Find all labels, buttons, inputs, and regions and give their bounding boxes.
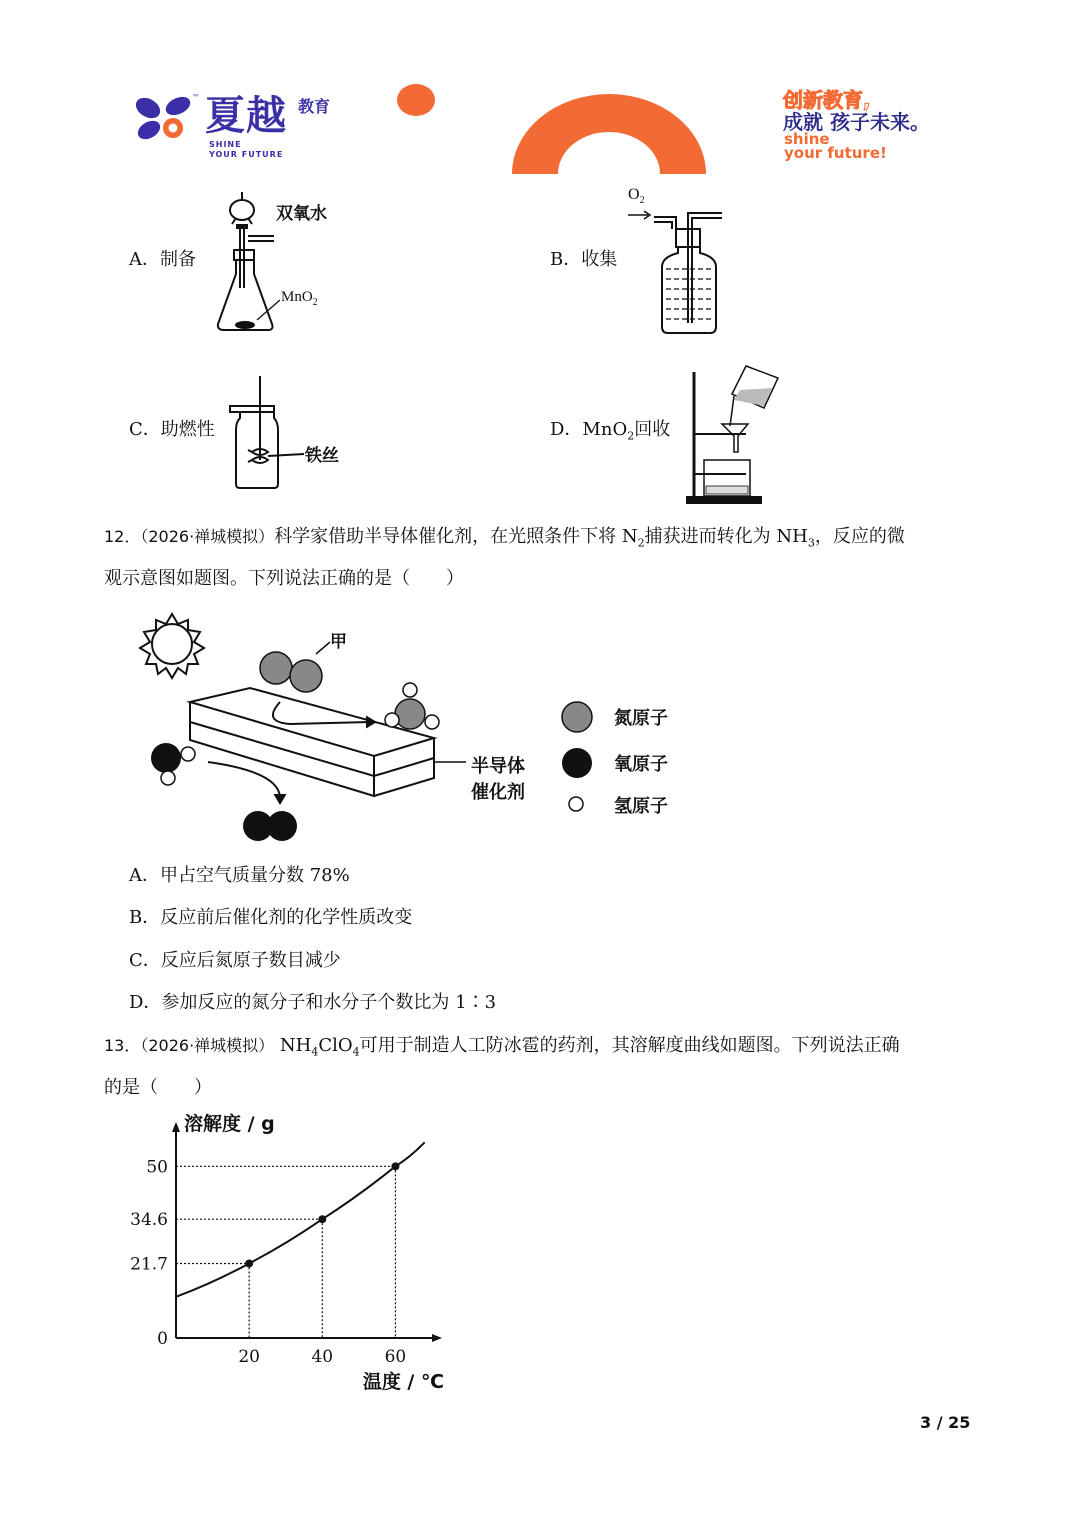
page-header	[0, 0, 1080, 180]
data-point-1	[318, 1215, 326, 1223]
x-tick-label: 40	[311, 1347, 334, 1367]
x-axis-label: 温度 / ℃	[362, 1371, 444, 1392]
apparatus-filtration-icon	[684, 364, 784, 506]
data-point-0	[245, 1259, 253, 1267]
x-axis-arrow	[432, 1334, 442, 1342]
y-tick-label: 34.6	[130, 1210, 168, 1231]
x-tick-label: 60	[384, 1347, 407, 1367]
q12-stem-line-1: 12．（2026·禅城模拟）科学家借助半导体催化剂，在光照条件下将 $N_2$捕获进而转化为 $NH_3$，反应的微	[104, 526, 905, 550]
brand-tagline-1: SHINE	[209, 140, 242, 149]
q12-option-d: D．参加反应的氮分子和水分子个数比为 1∶3	[129, 992, 497, 1013]
q12-number: 12．	[104, 527, 141, 546]
legend-oxygen-icon	[560, 746, 594, 780]
legend-nitrogen-label: 氮原子	[614, 708, 668, 729]
apparatus-gas-bottle-icon	[626, 205, 726, 335]
page-number: 3 / 25	[920, 1413, 971, 1432]
q11-option-d: D．MnO$_2$回收	[550, 419, 671, 443]
label-catalyst-1: 半导体	[471, 756, 525, 777]
catalyst-slab	[190, 688, 434, 796]
slogan-cn-1: 创新教育,	[783, 88, 871, 112]
x-tick-label: 20	[238, 1347, 260, 1367]
y-axis-label: 溶解度 / g	[184, 1113, 275, 1135]
q12-micro-diagram	[130, 612, 570, 848]
q12-option-c: C．反应后氮原子数目减少	[129, 950, 341, 971]
q12-option-b: B．反应前后催化剂的化学性质改变	[129, 907, 413, 928]
legend-hydrogen-icon	[566, 794, 586, 814]
q11-option-c: C．助燃性	[129, 419, 215, 440]
q13-source: （2026·禅城模拟）	[140, 1036, 275, 1055]
q11-option-b: B．收集	[550, 249, 618, 270]
slogan-cn-2: 成就 孩子未来。	[783, 110, 930, 134]
q12-option-a: A．甲占空气质量分数 78%	[129, 865, 350, 886]
label-iron-wire: 铁丝	[305, 446, 339, 466]
y-tick-label: 50	[146, 1157, 168, 1178]
q13-stem-line-1: 13．（2026·禅城模拟） $NH_4ClO_4$可用于制造人工防冰雹的药剂，其溶解度曲线如题图。下列说法正确	[104, 1035, 900, 1059]
data-point-2	[391, 1162, 399, 1170]
label-catalyst-2: 催化剂	[471, 782, 525, 803]
apparatus-iron-wire-bottle-icon	[226, 376, 306, 494]
label-jia: 甲	[330, 632, 347, 652]
q12-stem-line-2: 观示意图如题图。下列说法正确的是（ ）	[104, 568, 464, 589]
y-tick-label: 21.7	[130, 1254, 168, 1275]
apparatus-flask-icon	[210, 188, 280, 334]
legend-hydrogen-label: 氢原子	[614, 796, 668, 817]
brand-logo-icon	[134, 96, 194, 142]
brand-suffix: 教育	[298, 97, 331, 116]
q13-stem-line-2: 的是（ ）	[104, 1077, 212, 1098]
label-o2-b: $O_2$	[628, 186, 645, 207]
label-mno2-a: MnO$_2$	[281, 289, 318, 308]
orange-arch-icon	[510, 92, 708, 176]
slogan-en-2: your future!	[784, 144, 887, 162]
brand-name: 夏越	[205, 93, 287, 139]
n2-molecule-atom	[290, 660, 322, 692]
legend-oxygen-label: 氧原子	[614, 754, 668, 775]
slogan-en-1: shine	[784, 130, 830, 148]
brand-tagline-2: YOUR FUTURE	[209, 150, 284, 159]
q12-source: （2026·禅城模拟）	[140, 527, 275, 546]
n2-molecule-atom	[260, 652, 292, 684]
y-tick-label: 0	[157, 1329, 168, 1349]
q11-option-a: A．制备	[129, 249, 196, 270]
orange-dot-icon	[396, 83, 436, 117]
sun-icon	[140, 614, 204, 678]
y-axis-arrow	[172, 1122, 180, 1132]
legend-nitrogen-icon	[560, 700, 594, 734]
brand-tm: ™	[192, 93, 200, 102]
label-hydrogen-peroxide: 双氧水	[276, 204, 327, 224]
solubility-chart	[120, 1112, 460, 1392]
q13-number: 13．	[104, 1036, 141, 1055]
